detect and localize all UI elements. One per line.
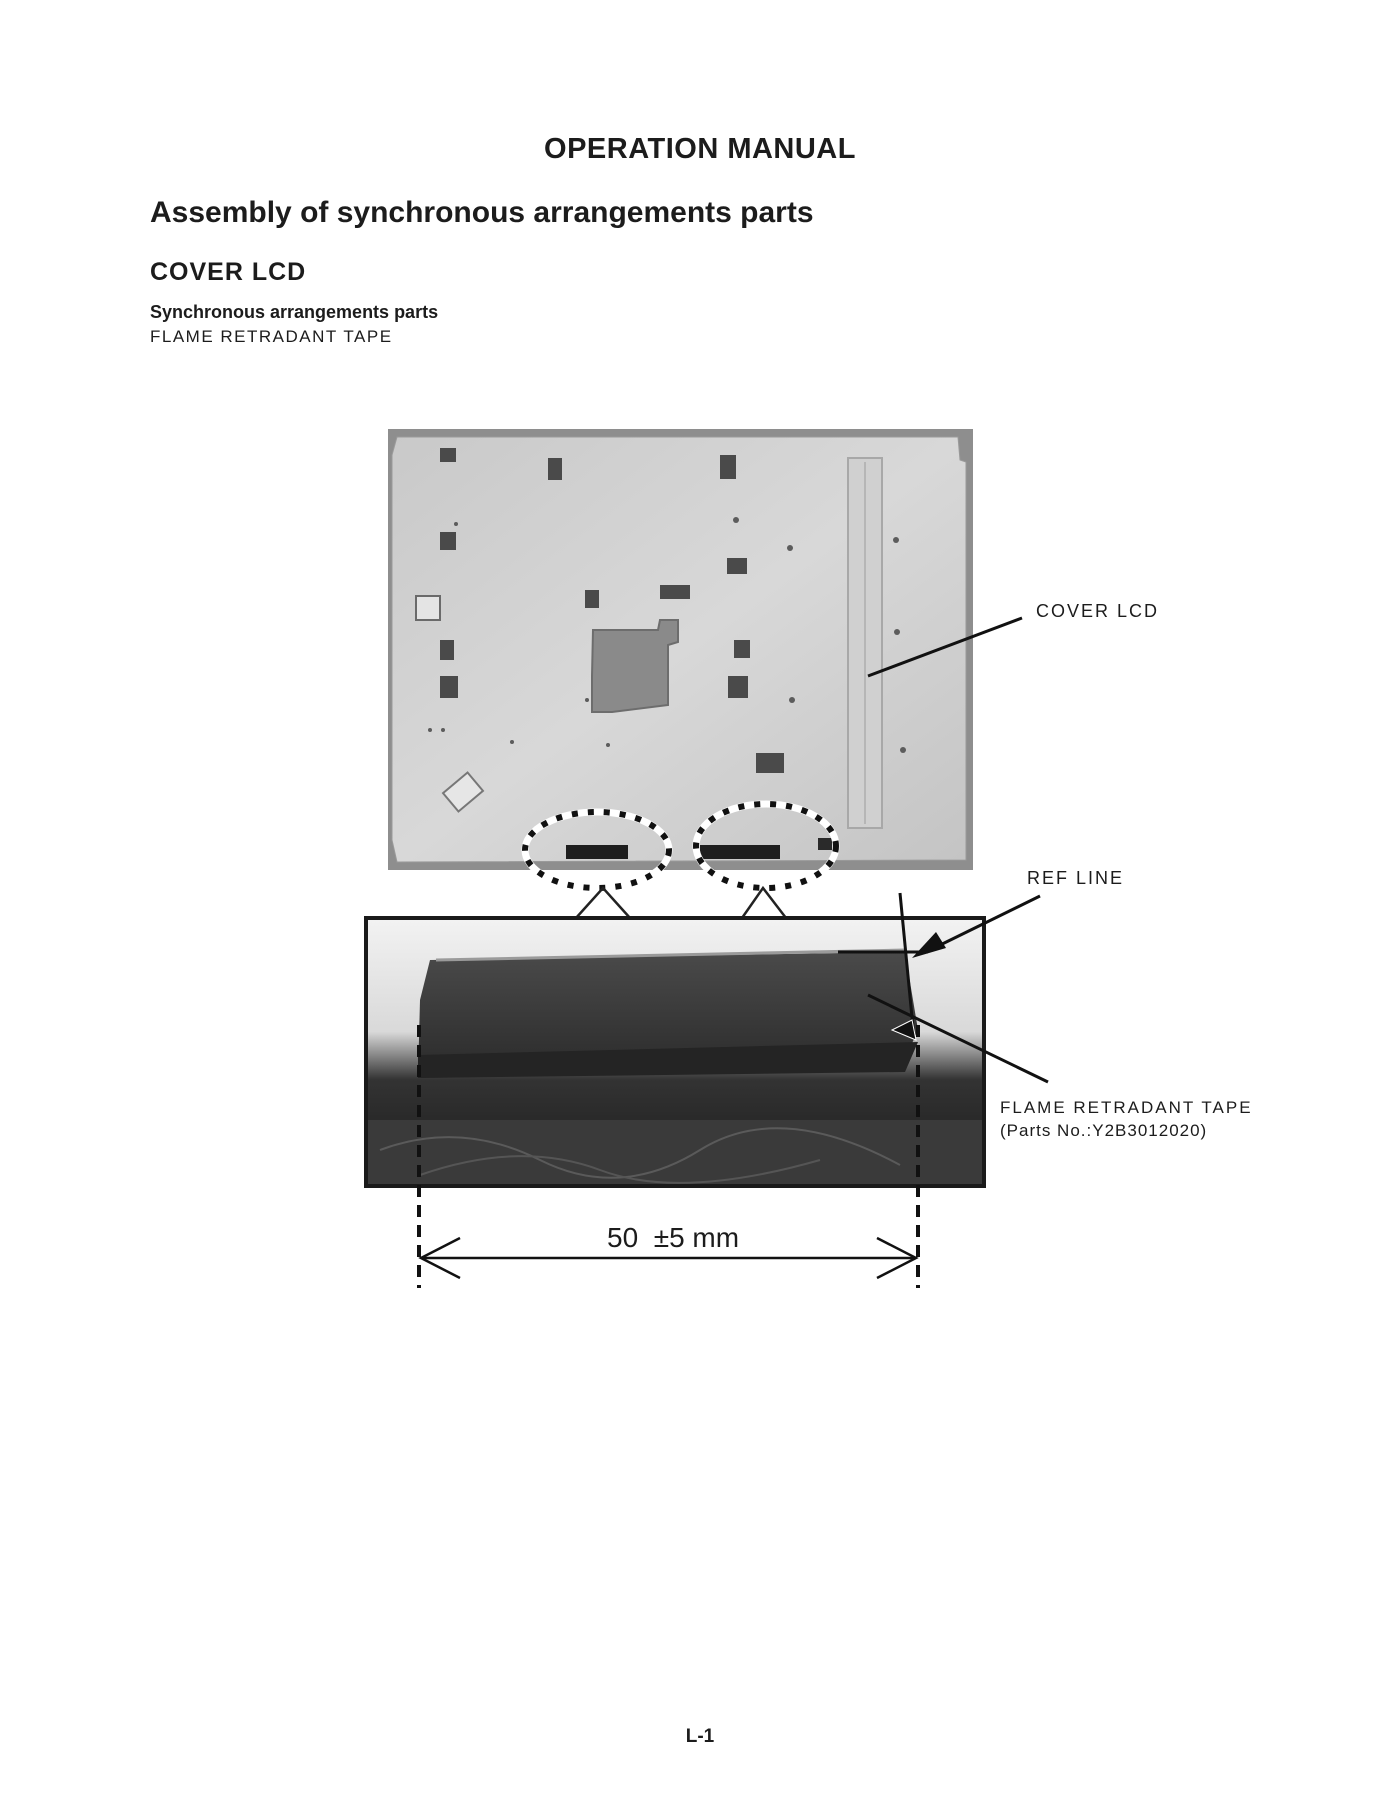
tape-label: FLAME RETRADANT TAPE (1000, 1098, 1253, 1117)
parts-item: FLAME RETRADANT TAPE (150, 327, 393, 346)
section-title: Assembly of synchronous arrangements parts (150, 196, 814, 229)
ref-line-label: REF LINE (1027, 868, 1125, 888)
cover-lcd-label: COVER LCD (1036, 601, 1160, 621)
subsection-title: COVER LCD (150, 258, 307, 286)
page-number: L-1 (685, 1726, 715, 1747)
parts-heading: Synchronous arrangements parts (150, 302, 439, 322)
tape-part-number: (Parts No.:Y2B3012020) (1000, 1121, 1208, 1140)
connector-left (576, 888, 630, 918)
connector-right (742, 888, 786, 918)
page-title: OPERATION MANUAL (544, 133, 856, 165)
cover-lcd-photo (388, 429, 973, 870)
tape-closeup-photo (366, 918, 984, 1186)
dimension-label: 50 ±5 mm (607, 1222, 740, 1253)
